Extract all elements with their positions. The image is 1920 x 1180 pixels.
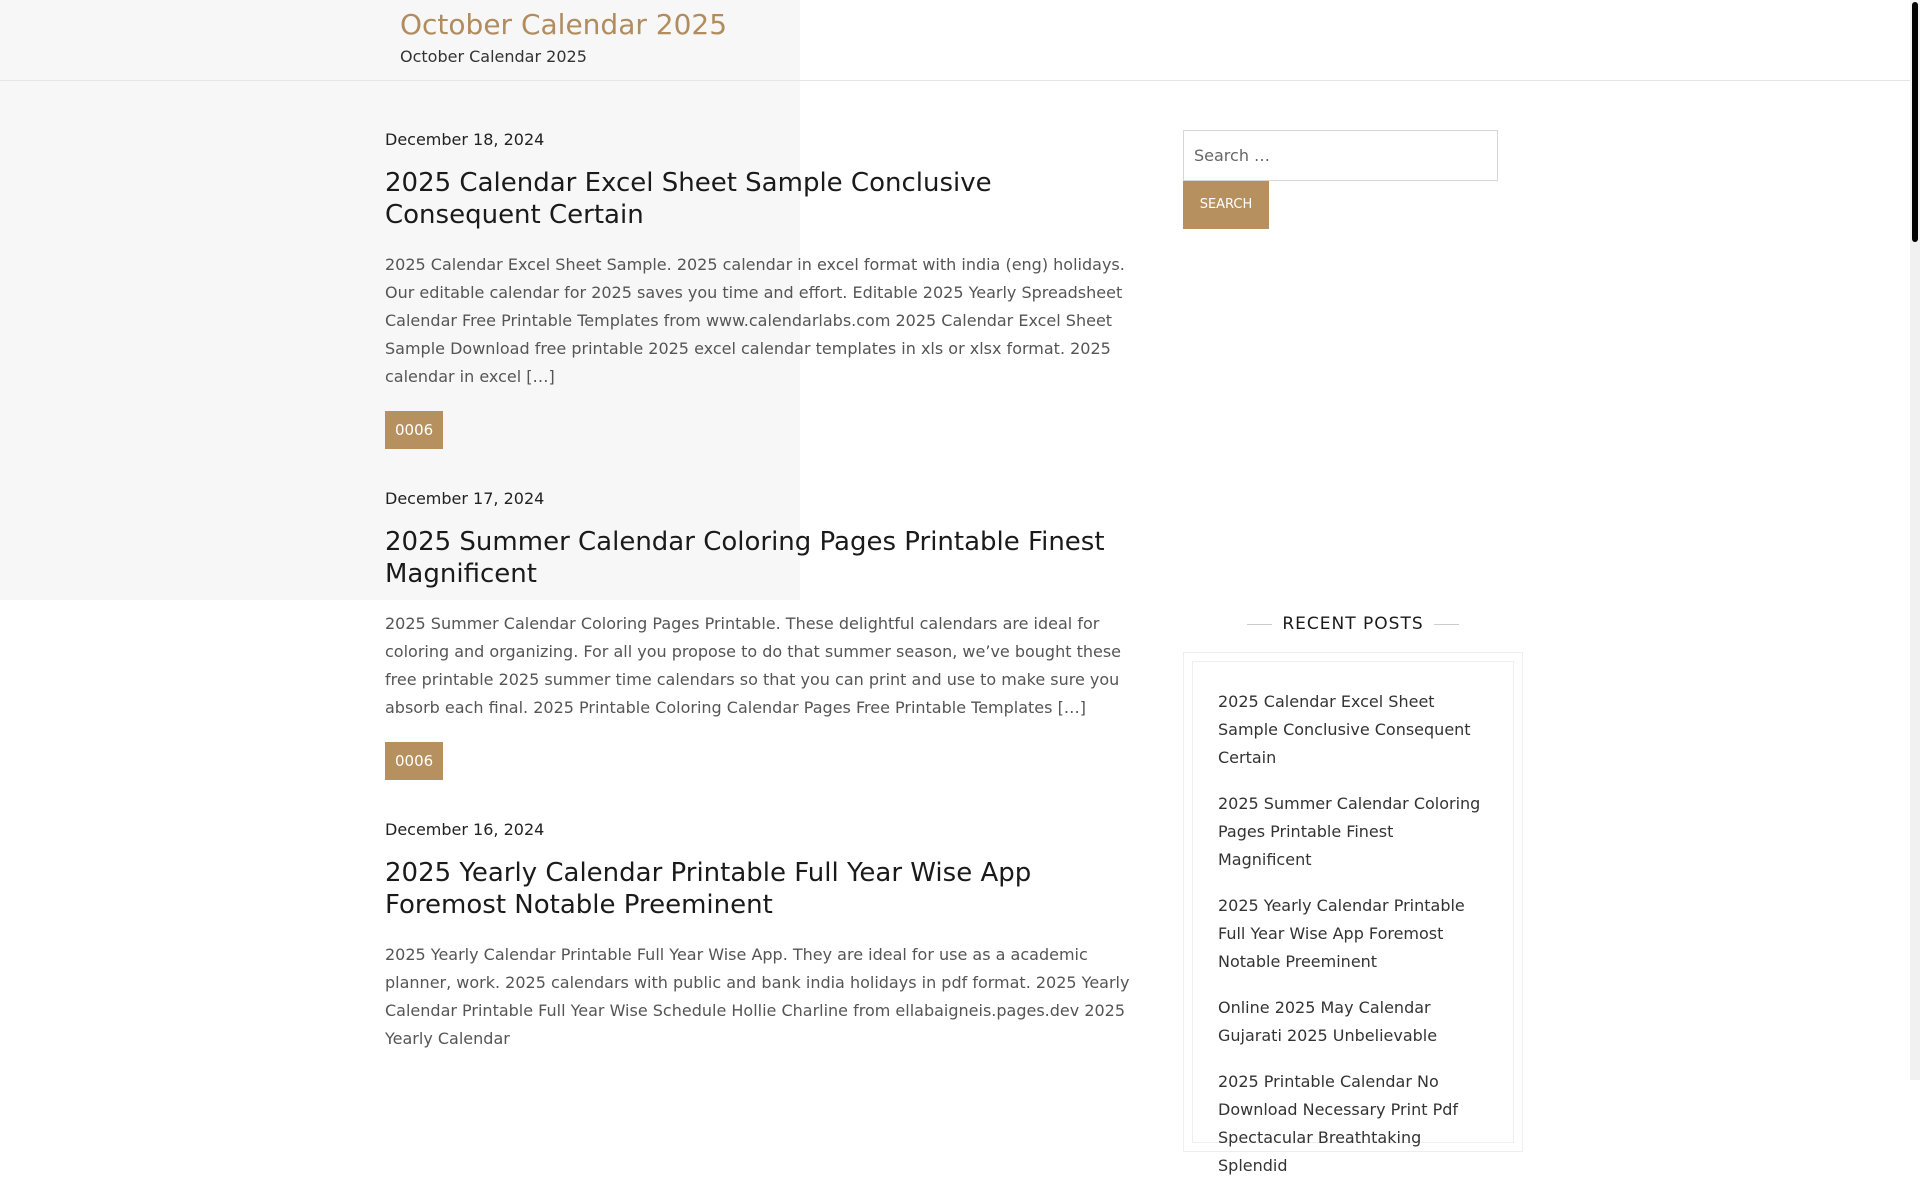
heading-divider bbox=[1434, 624, 1459, 625]
post-date[interactable]: December 17, 2024 bbox=[385, 489, 545, 508]
page-scrollbar[interactable] bbox=[1910, 0, 1920, 1080]
post-title[interactable]: 2025 Yearly Calendar Printable Full Year Wise App Foremost Notable Preeminent bbox=[385, 858, 1032, 920]
scrollbar-thumb[interactable] bbox=[1912, 2, 1918, 242]
post-excerpt: 2025 Yearly Calendar Printable Full Year Wise App. They are ideal for use as a academic planner, work. 2025 calendars with public and bank india holidays in pdf format. 2025 Yearly Calendar Printable Full Year Wise Schedule Hollie Charline from ellabaigneis.pages.dev 2025 Yearly Calendar bbox=[385, 945, 1130, 1048]
post-excerpt: 2025 Summer Calendar Coloring Pages Printable. These delightful calendars are ideal for coloring and organizing. For all you propose to do that summer season, we’ve bought these free printable 2025 summer time calendars so that you can print and use to make sure you absorb each final. 2025 Printable Coloring Calendar Pages Free Printable Templates […] bbox=[385, 614, 1122, 717]
recent-post-link[interactable]: Online 2025 May Calendar Gujarati 2025 Unbelievable bbox=[1218, 998, 1438, 1045]
site-title[interactable]: October Calendar 2025 bbox=[400, 8, 728, 41]
site-description: October Calendar 2025 bbox=[400, 47, 587, 66]
category-button[interactable]: 0006 bbox=[385, 411, 443, 449]
recent-posts-list bbox=[1192, 661, 1514, 1175]
sidebar bbox=[1183, 130, 1523, 1175]
post-title[interactable]: 2025 Calendar Excel Sheet Sample Conclusive Consequent Certain bbox=[385, 168, 992, 230]
search-button[interactable]: SEARCH bbox=[1183, 181, 1269, 229]
post-date[interactable]: December 18, 2024 bbox=[385, 130, 545, 149]
recent-posts-widget bbox=[1183, 652, 1523, 1175]
main-content bbox=[385, 130, 1130, 1093]
recent-post-link[interactable]: 2025 Summer Calendar Coloring Pages Printable Finest Magnificent bbox=[1218, 794, 1481, 869]
recent-post-link[interactable]: 2025 Calendar Excel Sheet Sample Conclusive Consequent Certain bbox=[1218, 692, 1471, 767]
post-excerpt: 2025 Calendar Excel Sheet Sample. 2025 calendar in excel format with india (eng) holidays. Our editable calendar for 2025 saves you time and effort. Editable 2025 Yearly Spreadsheet Calendar Free Printable Templates from www.calendarlabs.com 2025 Calendar Excel Sheet Sample Download free printable 2025 excel calendar templates in xls or xlsx format. 2025 calendar in excel […] bbox=[385, 255, 1125, 386]
recent-post-link[interactable]: 2025 Yearly Calendar Printable Full Year Wise App Foremost Notable Preeminent bbox=[1218, 896, 1465, 971]
recent-post-link[interactable]: 2025 Printable Calendar No Download Necessary Print Pdf Spectacular Breathtaking Splendid bbox=[1218, 1072, 1459, 1175]
post-title[interactable]: 2025 Summer Calendar Coloring Pages Printable Finest Magnificent bbox=[385, 527, 1105, 589]
post-date[interactable]: December 16, 2024 bbox=[385, 820, 545, 839]
search-input[interactable]: Search … bbox=[1183, 130, 1498, 181]
post bbox=[385, 130, 1130, 449]
post bbox=[385, 820, 1130, 1053]
heading-divider bbox=[1247, 624, 1272, 625]
category-button[interactable]: 0006 bbox=[385, 742, 443, 780]
post bbox=[385, 489, 1130, 780]
recent-posts-heading-text: RECENT POSTS bbox=[1282, 614, 1424, 634]
recent-posts-heading bbox=[1183, 614, 1523, 634]
site-header bbox=[0, 0, 1910, 81]
